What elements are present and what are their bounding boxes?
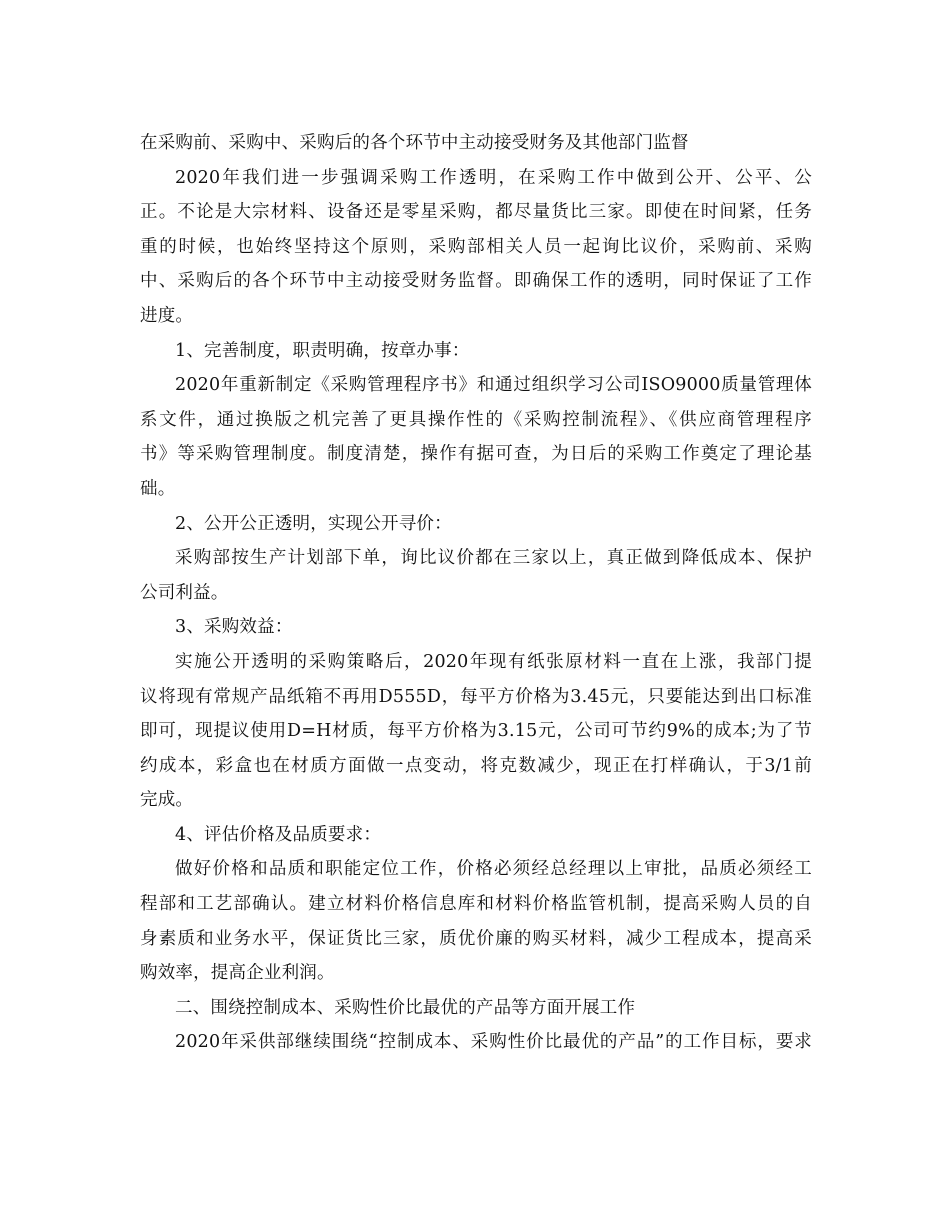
section-heading: 1、完善制度，职责明确，按章办事： bbox=[175, 340, 470, 361]
text-line: 进度。 bbox=[140, 305, 194, 326]
text-line: 约成本，彩盒也在材质方面做一点变动，将克数减少，现正在打样确认，于3/1前 bbox=[140, 755, 812, 776]
text-line: 在采购前、采购中、采购后的各个环节中主动接受财务及其他部门监督 bbox=[140, 133, 689, 153]
text-line: 中、采购后的各个环节中主动接受财务监督。即确保工作的透明，同时保证了工作 bbox=[140, 271, 812, 292]
paragraph-first-line: 实施公开透明的采购策略后，2020年现有纸张原材料一直在上涨，我部门提 bbox=[175, 651, 812, 672]
paragraph-first-line: 采购部按生产计划部下单，询比议价都在三家以上，真正做到降低成本、保护 bbox=[175, 548, 812, 569]
text-line: 即可，现提议使用D=H材质，每平方价格为3.15元，公司可节约9%的成本;为了节 bbox=[140, 721, 812, 742]
text-line: 身素质和业务水平，保证货比三家，质优价廉的购买材料，减少工程成本，提高采 bbox=[140, 928, 812, 949]
section-heading: 二、围绕控制成本、采购性价比最优的产品等方面开展工作 bbox=[175, 997, 636, 1018]
section-heading: 2、公开公正透明，实现公开寻价： bbox=[175, 513, 452, 534]
text-line: 正。不论是大宗材料、设备还是零星采购，都尽量货比三家。即使在时间紧，任务 bbox=[140, 202, 812, 223]
text-line: 书》等采购管理制度。制度清楚，操作有据可查，为日后的采购工作奠定了理论基 bbox=[140, 444, 812, 465]
document-page bbox=[140, 126, 812, 1060]
text-line: 础。 bbox=[140, 478, 176, 499]
paragraph-first-line: 2020年采供部继续围绕“控制成本、采购性价比最优的产品”的工作目标，要求 bbox=[175, 1032, 812, 1053]
paragraph-first-line: 做好价格和品质和职能定位工作，价格必须经总经理以上审批，品质必须经工 bbox=[175, 859, 812, 880]
section-heading: 3、采购效益： bbox=[175, 617, 293, 638]
text-line: 系文件，通过换版之机完善了更具操作性的《采购控制流程》、《供应商管理程序 bbox=[140, 409, 812, 430]
text-line: 重的时候，也始终坚持这个原则，采购部相关人员一起询比议价，采购前、采购 bbox=[140, 236, 812, 257]
paragraph-first-line: 2020年重新制定《采购管理程序书》和通过组织学习公司ISO9000质量管理体 bbox=[175, 375, 812, 396]
text-line: 购效率，提高企业利润。 bbox=[140, 963, 335, 984]
text-line: 完成。 bbox=[140, 790, 194, 811]
text-line: 公司利益。 bbox=[140, 582, 229, 603]
paragraph-first-line: 2020年我们进一步强调采购工作透明，在采购工作中做到公开、公平、公 bbox=[175, 167, 812, 188]
section-heading: 4、评估价格及品质要求： bbox=[175, 824, 382, 845]
text-line: 议将现有常规产品纸箱不再用D555D，每平方价格为3.45元，只要能达到出口标准 bbox=[140, 686, 812, 707]
text-line: 程部和工艺部确认。建立材料价格信息库和材料价格监管机制，提高采购人员的自 bbox=[140, 894, 812, 915]
